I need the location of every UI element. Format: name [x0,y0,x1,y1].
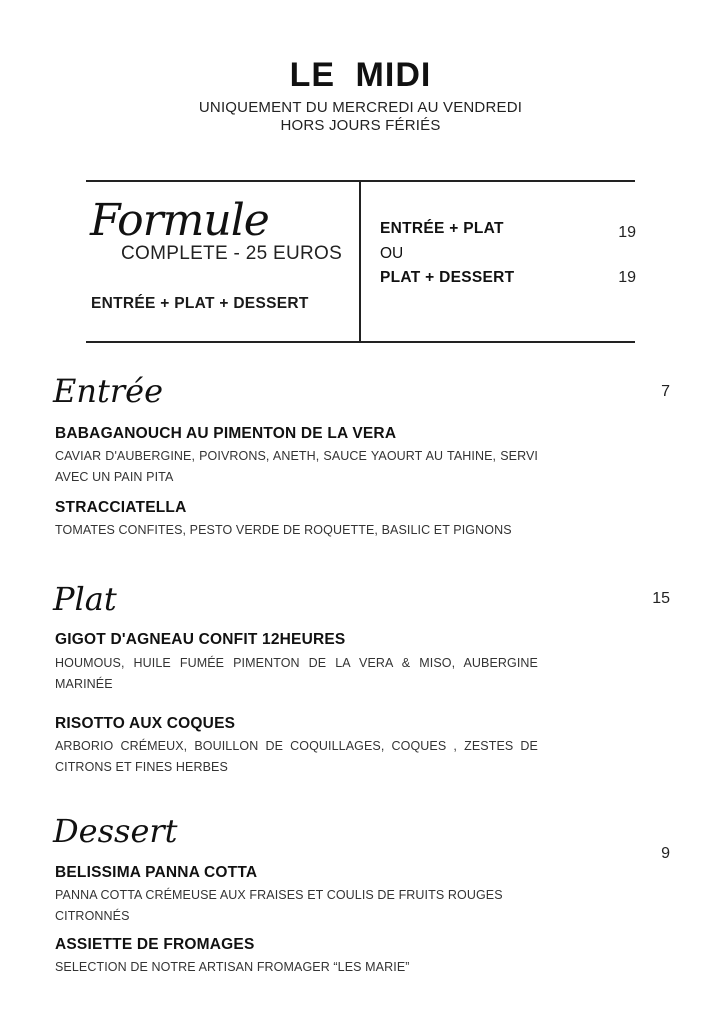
dish-name: STRACCIATELLA [55,499,187,516]
dish-name: BABAGANOUCH AU PIMENTON DE LA VERA [55,425,397,442]
dish-description: CAVIAR D'AUBERGINE, POIVRONS, ANETH, SAUCE YAOURT AU TAHINE, SERVI AVEC UN PAIN PITA [55,449,538,484]
dish-description: PANNA COTTA CRÉMEUSE AUX FRAISES ET COULIS DE FRUITS ROUGES CITRONNÉS [55,888,503,923]
formule-script-title: Formule [90,195,269,246]
dish-name: ASSIETTE DE FROMAGES [55,936,255,953]
dish-description: SELECTION DE NOTRE ARTISAN FROMAGER “LES MARIE” [55,960,410,974]
section-price-plat: 15 [652,590,670,607]
availability-days: UNIQUEMENT DU MERCREDI AU VENDREDI [198,99,523,116]
section-title-dessert: Dessert [53,812,178,850]
dish-name: GIGOT D'AGNEAU CONFIT 12HEURES [55,631,346,648]
dish-description: HOUMOUS, HUILE FUMÉE PIMENTON DE LA VERA & MISO, AUBERGINE MARINÉE [55,656,538,691]
availability-holidays: HORS JOURS FÉRIÉS [280,117,441,134]
section-price-entree: 7 [661,383,670,400]
option-plat-dessert: PLAT + DESSERT [380,269,515,286]
option-entree-plat-price: 19 [618,224,636,241]
dish-description: TOMATES CONFITES, PESTO VERDE DE ROQUETTE, BASILIC ET PIGNONS [55,523,512,537]
formule-subtitle: COMPLETE - 25 EUROS [121,243,343,264]
formule-divider [359,180,361,343]
page-title: LE MIDI [289,56,432,94]
section-title-plat: Plat [53,580,117,618]
dish-name: BELISSIMA PANNA COTTA [55,864,258,881]
section-price-dessert: 9 [661,845,670,862]
option-entree-plat: ENTRÉE + PLAT [380,220,504,237]
option-or: OU [380,245,404,262]
formule-items: ENTRÉE + PLAT + DESSERT [91,295,309,312]
dish-name: RISOTTO AUX COQUES [55,715,236,732]
dish-description: ARBORIO CRÉMEUX, BOUILLON DE COQUILLAGES, COQUES , ZESTES DE CITRONS ET FINES HERBES [55,739,538,774]
section-title-entree: Entrée [53,372,163,410]
option-plat-dessert-price: 19 [618,269,636,286]
